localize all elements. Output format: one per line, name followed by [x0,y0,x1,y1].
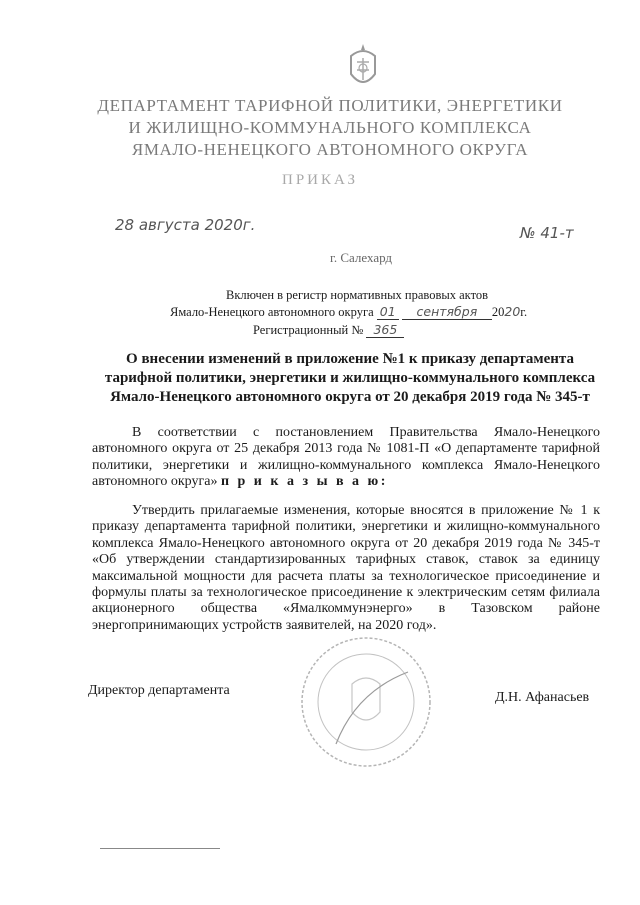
order-phrase: п р и к а з ы в а ю: [220,474,388,490]
footer-divider [100,848,220,849]
registry-line-2 [170,304,527,320]
order-heading: ПРИКАЗ [282,172,358,188]
registry-line-1: Включен в регистр нормативных правовых актов [226,288,489,302]
registry-year-end: г. [520,305,528,319]
header-line-1: ДЕПАРТАМЕНТ ТАРИФНОЙ ПОЛИТИКИ, ЭНЕРГЕТИКИ [97,96,563,115]
order-number: № 41-т [520,224,574,242]
registry-region: Ямало-Ненецкого автономного округа [170,305,374,319]
registry-number-label: Регистрационный № [253,323,364,337]
order-date: 28 августа 2020г. [115,216,256,234]
signatory-position: Директор департамента [88,683,230,698]
order-city: г. Салехард [330,250,393,265]
registry-line-3 [253,322,404,338]
emblem-icon [343,40,383,96]
paragraph-preamble [92,425,600,491]
registry-year-suffix: 20 [504,304,521,319]
registry-month: сентября [402,304,492,320]
signatory-name: Д.Н. Афанасьев [495,690,590,705]
header-line-2: И ЖИЛИЩНО-КОММУНАЛЬНОГО КОМПЛЕКСА [128,118,532,137]
order-text: Утвердить прилагаемые изменения, которые вносятся в приложение № 1 к приказу департамента тарифной политики, энергетики и жилищно-коммунального комплекса Ямало-Ненецкого автономного округа от 20 декабря 2019 года № 345-т «Об утверждении стандартизированных тарифных ставок, ставок за единицу максимальной мощности для расчета платы за технологическое присоединение и формулы платы за технологическое присоединение к электрическим сетям филиала акционерного общества «Ямалкоммунэнерго» в Тазовском районе энергопринимающих устройств заявителей, на 2020 год». [92,503,600,633]
registry-number: 365 [366,322,404,338]
header-line-3: ЯМАЛО-НЕНЕЦКОГО АВТОНОМНОГО ОКРУГА [131,140,529,159]
registry-year-prefix: 20 [491,305,505,319]
seal-stamp-icon [296,632,436,772]
paragraph-order [92,503,600,634]
registry-day: 01 [377,304,399,320]
document-title: О внесении изменений в приложение №1 к приказу департамента тарифной политики, энергетики и жилищно-коммунального комплекса Ямало-Ненецкого автономного округа от 20 декабря 2019 года № 345-т [104,351,596,405]
preamble-text: В соответствии с постановлением Правительства Ямало-Ненецкого автономного округа от 25 декабря 2013 года № 1081-П «О департаменте тарифной политики, энергетики и жилищно-коммунального комплекса Ямало-Ненецкого автономного округа» [92,425,600,490]
